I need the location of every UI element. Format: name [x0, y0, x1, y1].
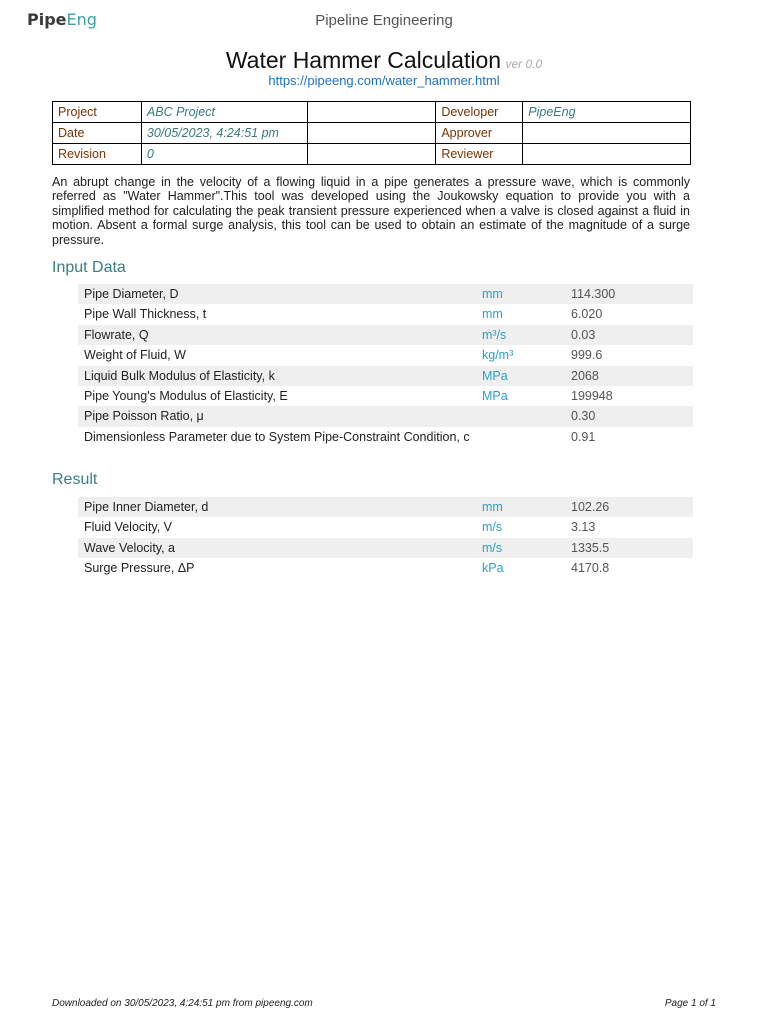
date-value: 30/05/2023, 4:24:51 pm [141, 123, 307, 144]
document-version: ver 0.0 [505, 57, 543, 71]
list-item [78, 366, 693, 386]
input-value: 2068 [571, 368, 599, 383]
result-label: Fluid Velocity, V [84, 520, 173, 535]
approver-label: Approver [436, 123, 523, 144]
result-unit: m/s [482, 540, 503, 555]
project-label: Project [53, 102, 142, 123]
input-label: Pipe Wall Thickness, t [84, 307, 207, 322]
table-row [53, 123, 691, 144]
document-title-block [0, 47, 768, 74]
list-item [78, 497, 693, 517]
revision-value: 0 [141, 144, 307, 165]
input-label: Pipe Diameter, D [84, 287, 179, 301]
input-value: 0.03 [571, 327, 596, 342]
revision-label: Revision [53, 144, 142, 165]
result-label: Pipe Inner Diameter, d [84, 500, 209, 514]
input-unit: MPa [482, 368, 508, 383]
result-label: Wave Velocity, a [84, 540, 176, 555]
input-data-heading: Input Data [52, 259, 126, 276]
result-unit: mm [482, 500, 503, 514]
input-unit: kg/m³ [482, 348, 514, 363]
input-label: Dimensionless Parameter due to System Pipe-Constraint Condition, c [84, 429, 470, 444]
list-item [78, 304, 693, 324]
list-item [78, 406, 693, 426]
input-unit: m³/s [482, 327, 507, 342]
input-data-list [78, 284, 693, 447]
input-unit: mm [482, 307, 503, 322]
empty-cell [307, 123, 436, 144]
document-url-link[interactable]: https://pipeeng.com/water_hammer.html [268, 73, 500, 88]
document-title: Water Hammer Calculation [225, 47, 502, 73]
input-unit: mm [482, 287, 503, 301]
input-value: 999.6 [571, 348, 603, 363]
list-item [78, 517, 693, 537]
project-value: ABC Project [141, 102, 307, 123]
result-value: 4170.8 [571, 561, 610, 576]
list-item [78, 325, 693, 345]
input-label: Liquid Bulk Modulus of Elasticity, k [84, 368, 275, 383]
list-item [78, 558, 693, 578]
input-label: Pipe Young's Modulus of Elasticity, E [84, 388, 288, 403]
list-item [78, 538, 693, 558]
list-item [78, 284, 693, 304]
result-list [78, 497, 693, 579]
reviewer-value [523, 144, 691, 165]
result-unit: m/s [482, 520, 503, 535]
result-unit: kPa [482, 561, 504, 576]
result-value: 1335.5 [571, 540, 610, 555]
input-value: 114.300 [571, 287, 616, 301]
input-label: Flowrate, Q [84, 327, 149, 342]
result-value: 3.13 [571, 520, 596, 535]
site-title: Pipeline Engineering [315, 12, 453, 29]
result-label: Surge Pressure, ΔP [84, 561, 195, 576]
logo-pipe-text: Pipe [27, 10, 67, 29]
date-label: Date [53, 123, 142, 144]
download-footer: Downloaded on 30/05/2023, 4:24:51 pm from pipeeng.com [52, 998, 313, 1009]
table-row [53, 102, 691, 123]
table-row [53, 144, 691, 165]
result-value: 102.26 [571, 500, 610, 514]
developer-value: PipeEng [523, 102, 691, 123]
input-value: 6.020 [571, 307, 603, 322]
reviewer-label: Reviewer [436, 144, 523, 165]
list-item [78, 427, 693, 447]
input-value: 199948 [571, 388, 613, 403]
list-item [78, 386, 693, 406]
input-unit: MPa [482, 388, 508, 403]
empty-cell [307, 144, 436, 165]
input-value: 0.30 [571, 409, 596, 424]
project-info-table [52, 101, 691, 165]
input-label: Pipe Poisson Ratio, μ [84, 409, 204, 424]
input-value: 0.91 [571, 429, 596, 444]
developer-label: Developer [436, 102, 523, 123]
approver-value [523, 123, 691, 144]
page-number: Page 1 of 1 [664, 998, 716, 1009]
intro-paragraph: An abrupt change in the velocity of a flowing liquid in a pipe generates a pressure wave, which is commonly referred as "Water Hammer".This tool was developed using the Joukowsky equation to provide you with a simplified method for calculating the peak transient pressure experienced when a valve is closed against a fluid in motion. Absent a formal surge analysis, this tool can be used to obtain an estimate of the magnitude of a surge pressure. [52, 175, 690, 247]
empty-cell [307, 102, 436, 123]
list-item [78, 345, 693, 365]
logo-eng-text: Eng [66, 10, 97, 29]
result-heading: Result [52, 471, 98, 488]
input-label: Weight of Fluid, W [84, 348, 186, 363]
